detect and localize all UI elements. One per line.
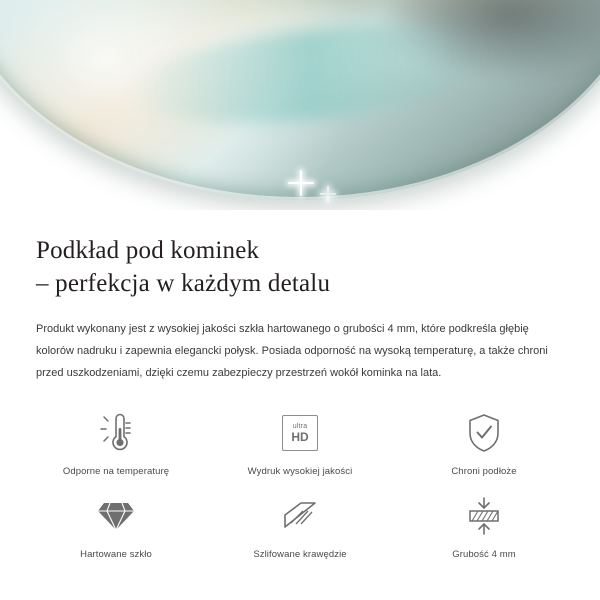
shield-check-icon (466, 410, 502, 456)
feature-label: Hartowane szkło (80, 549, 152, 560)
ultra-hd-badge-top: ultra (292, 423, 308, 430)
ultra-hd-badge-bottom: HD (291, 430, 309, 444)
feature-item (208, 493, 392, 560)
feature-item (392, 493, 576, 560)
round-glass-mat-graphic (0, 0, 600, 200)
feature-label: Odporne na temperaturę (62, 466, 170, 477)
polished-edges-icon (281, 493, 319, 539)
diamond-icon (96, 493, 136, 539)
feature-label: Chroni podłoże (451, 466, 517, 477)
thickness-arrows-icon (464, 493, 504, 539)
thermometer-icon (99, 410, 133, 456)
feature-item (208, 410, 392, 477)
page-title (36, 234, 564, 300)
headline-line-2: – perfekcja w każdym detalu (36, 270, 331, 297)
feature-item (392, 410, 576, 477)
feature-label: Szlifowane krawędzie (253, 549, 347, 560)
feature-label: Grubość 4 mm (452, 549, 516, 560)
feature-item (24, 493, 208, 560)
ultra-hd-icon (282, 410, 318, 456)
feature-item (24, 410, 208, 477)
hero-image (0, 0, 600, 210)
text-content (0, 210, 600, 384)
feature-label: Wydruk wysokiej jakości (247, 466, 353, 477)
body-paragraph: Produkt wykonany jest z wysokiej jakości szkła hartowanego o grubości 4 mm, które podkreśla głębię kolorów nadruku i zapewnia elegancki połysk. Posiada odporność na wysoką temperaturę, a także chroni przed uszkodzeniami, dzięki czemu zabezpieczy przestrzeń wokół kominka na lata. (36, 323, 548, 379)
headline-line-1: Podkład pod kominek (36, 237, 260, 264)
feature-grid (0, 410, 600, 560)
